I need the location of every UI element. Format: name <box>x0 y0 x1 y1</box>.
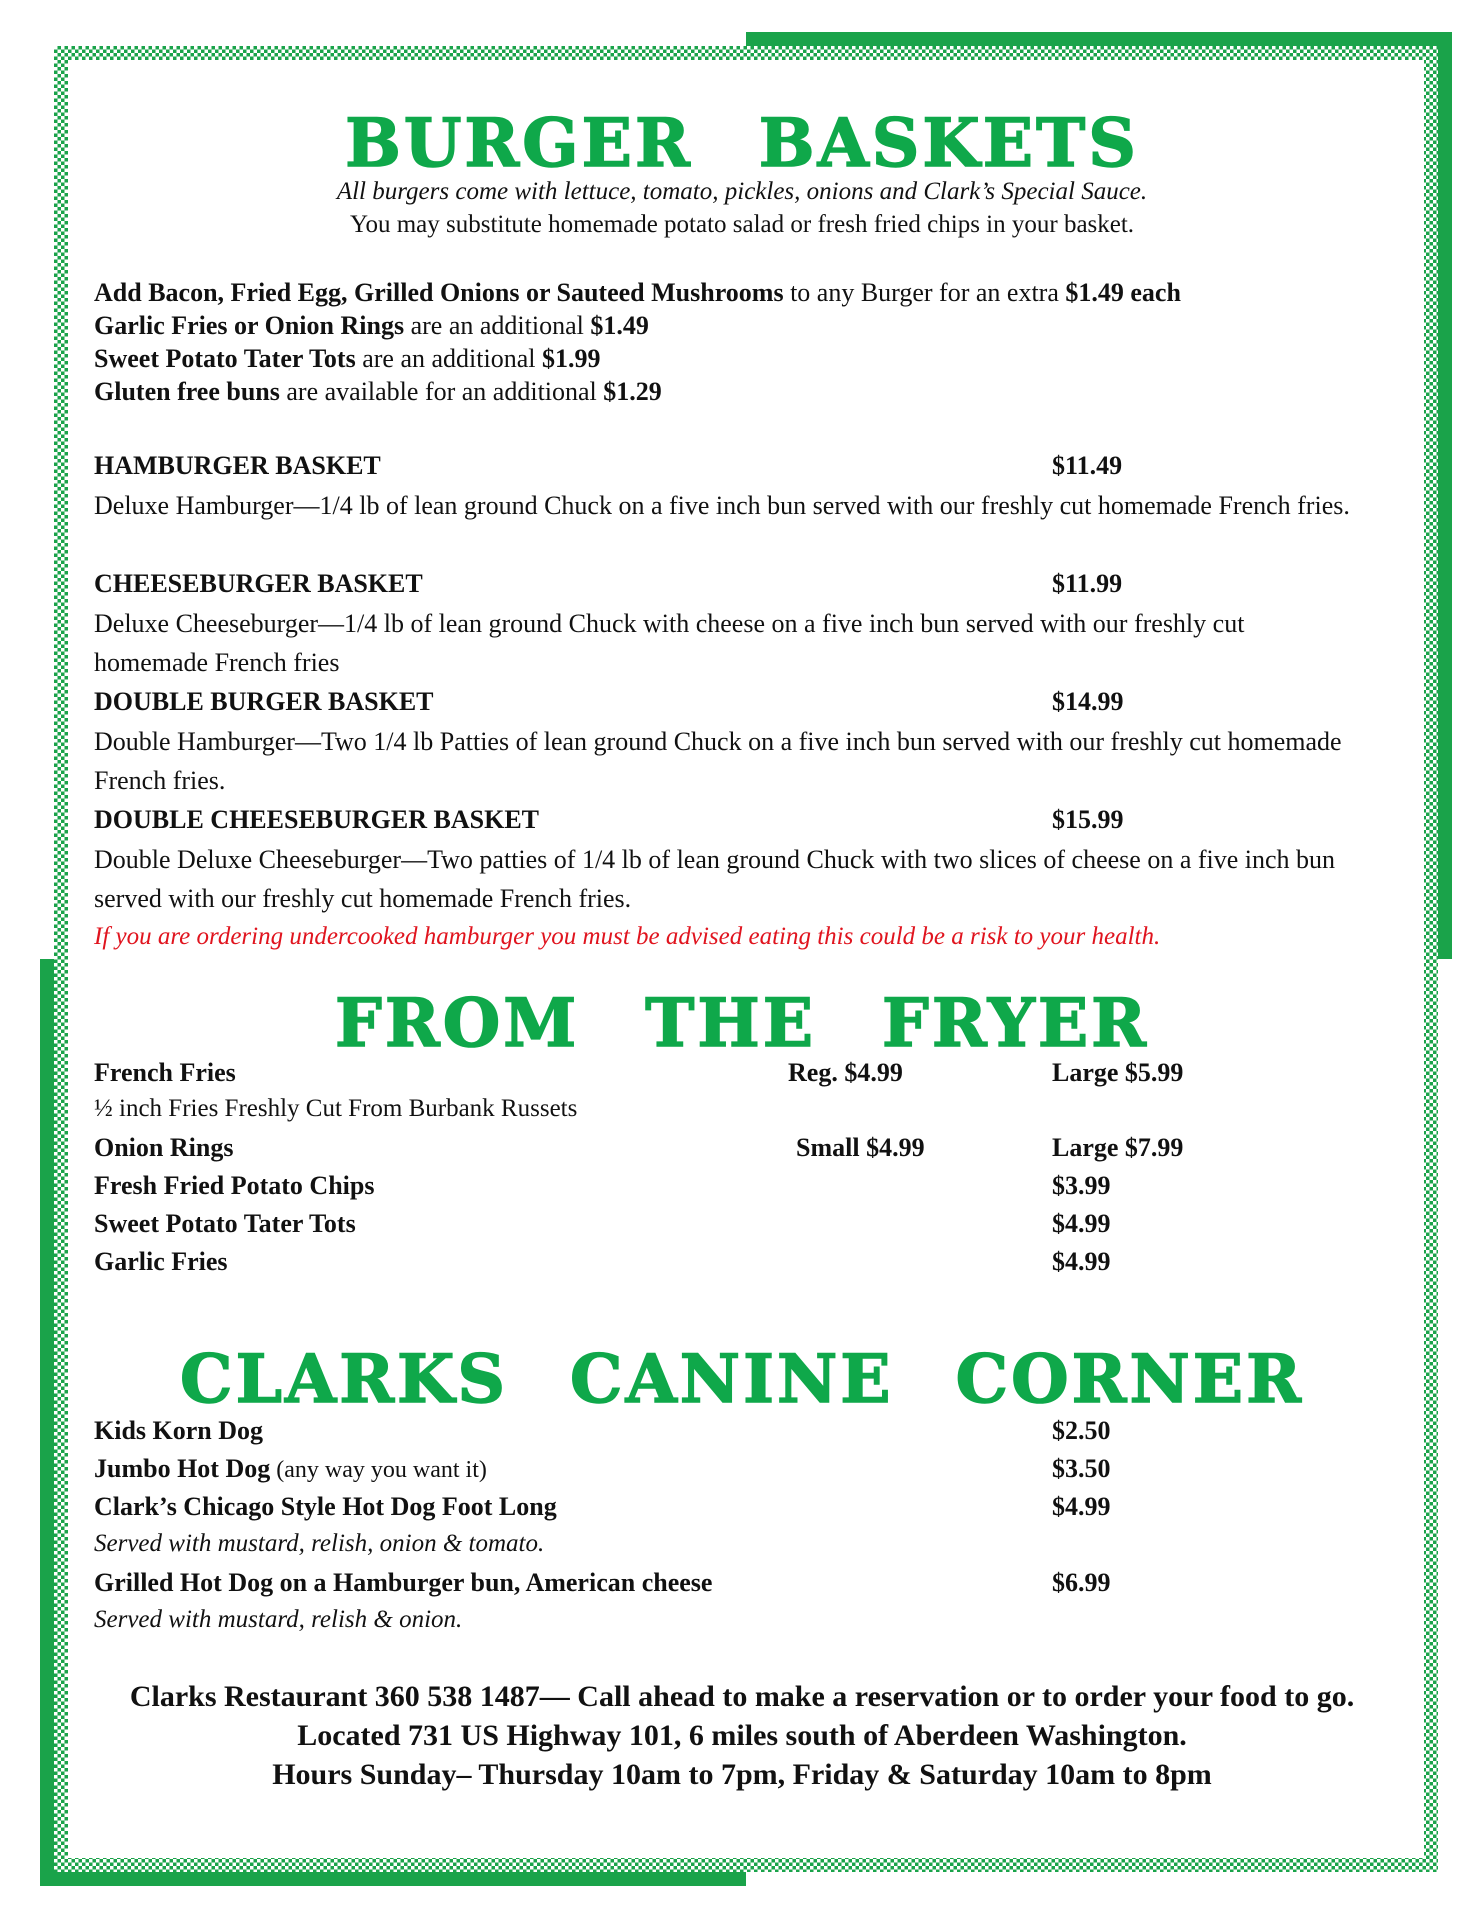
fryer-item-name: Sweet Potato Tater Tots <box>94 1209 356 1238</box>
footer-hours: Hours Sunday– Thursday 10am to 7pm, Friday & Saturday 10am to 8pm <box>272 1758 1212 1791</box>
hotdog-item-price: $4.99 <box>1052 1492 1111 1521</box>
fryer-item-description: ½ inch Fries Freshly Cut From Burbank Russets <box>94 1095 578 1122</box>
fryer-item-name: Onion Rings <box>94 1133 234 1162</box>
undercooked-warning: If you are ordering undercooked hamburger you must be advised eating this could be a risk to your health. <box>94 923 1161 950</box>
menu-item-description: Deluxe Hamburger—1/4 lb of lean ground Chuck on a five inch bun served with our freshly cut homemade French fries. <box>94 491 1350 520</box>
menu-item-name: DOUBLE CHEESEBURGER BASKET <box>94 805 540 834</box>
fryer-item-price: $4.99 <box>1052 1247 1111 1276</box>
hotdog-item-name: Grilled Hot Dog on a Hamburger bun, American cheese <box>94 1568 713 1597</box>
fryer-item-price: $3.99 <box>1052 1171 1111 1200</box>
fryer-item-name: French Fries <box>94 1058 236 1087</box>
footer-contact: Clarks Restaurant 360 538 1487— Call ahead to make a reservation or to order your food to go. <box>129 1680 1355 1713</box>
burger-intro-line-2: You may substitute homemade potato salad or fresh fried chips in your basket. <box>349 211 1135 238</box>
menu-item-name: DOUBLE BURGER BASKET <box>94 687 434 716</box>
addon-line: Garlic Fries or Onion Rings are an additional $1.49 <box>94 311 649 340</box>
fryer-item-price-large: Large $5.99 <box>1052 1058 1184 1087</box>
menu-item-price: $15.99 <box>1052 805 1124 834</box>
section-title-burger-baskets: BURGER BASKETS <box>345 104 1139 182</box>
hotdog-item-name: Kids Korn Dog <box>94 1416 264 1445</box>
fryer-item-price-small: Small $4.99 <box>796 1133 925 1162</box>
menu-item-description: Double Hamburger—Two 1/4 lb Patties of lean ground Chuck on a five inch bun served with our freshly cut homemade French fries. <box>94 727 1342 795</box>
section-title-from-the-fryer: FROM THE FRYER <box>335 984 1149 1062</box>
hotdog-item-note: Served with mustard, relish, onion & tomato. <box>94 1530 545 1557</box>
addon-line: Add Bacon, Fried Egg, Grilled Onions or Sauteed Mushrooms to any Burger for an extra $1.49 each <box>94 278 1181 307</box>
menu-item-name: CHEESEBURGER BASKET <box>94 569 423 598</box>
hotdog-item-price: $6.99 <box>1052 1568 1111 1597</box>
hotdog-item-price: $2.50 <box>1052 1416 1111 1445</box>
fryer-item-price: $4.99 <box>1052 1209 1111 1238</box>
fryer-item-price-large: Large $7.99 <box>1052 1133 1184 1162</box>
menu-item-description: Deluxe Cheeseburger—1/4 lb of lean ground Chuck with cheese on a five inch bun served with our freshly cut homemade French fries <box>94 609 1245 677</box>
hotdog-item-name: Jumbo Hot Dog (any way you want it) <box>94 1454 487 1483</box>
fryer-item-price-regular: Reg. $4.99 <box>788 1058 903 1087</box>
menu-item-name: HAMBURGER BASKET <box>94 451 381 480</box>
burger-intro-line-1: All burgers come with lettuce, tomato, pickles, onions and Clark’s Special Sauce. <box>336 178 1148 205</box>
addon-line: Gluten free buns are available for an additional $1.29 <box>94 377 662 406</box>
fryer-item-name: Garlic Fries <box>94 1247 228 1276</box>
footer-address: Located 731 US Highway 101, 6 miles south of Aberdeen Washington. <box>297 1719 1187 1752</box>
fryer-item-name: Fresh Fried Potato Chips <box>94 1171 375 1200</box>
hotdog-item-price: $3.50 <box>1052 1454 1111 1483</box>
menu-item-price: $11.99 <box>1052 569 1123 598</box>
menu-item-price: $11.49 <box>1052 451 1123 480</box>
menu-item-description: Double Deluxe Cheeseburger—Two patties of 1/4 lb of lean ground Chuck with two slices of cheese on a five inch bun served with our freshly cut homemade French fries. <box>94 845 1336 913</box>
menu-item-price: $14.99 <box>1052 687 1124 716</box>
hotdog-item-name: Clark’s Chicago Style Hot Dog Foot Long <box>94 1492 557 1521</box>
hotdog-item-note: Served with mustard, relish & onion. <box>94 1606 463 1633</box>
addon-line: Sweet Potato Tater Tots are an additional $1.99 <box>94 344 601 373</box>
section-title-canine-corner: CLARKS CANINE CORNER <box>180 1340 1304 1418</box>
